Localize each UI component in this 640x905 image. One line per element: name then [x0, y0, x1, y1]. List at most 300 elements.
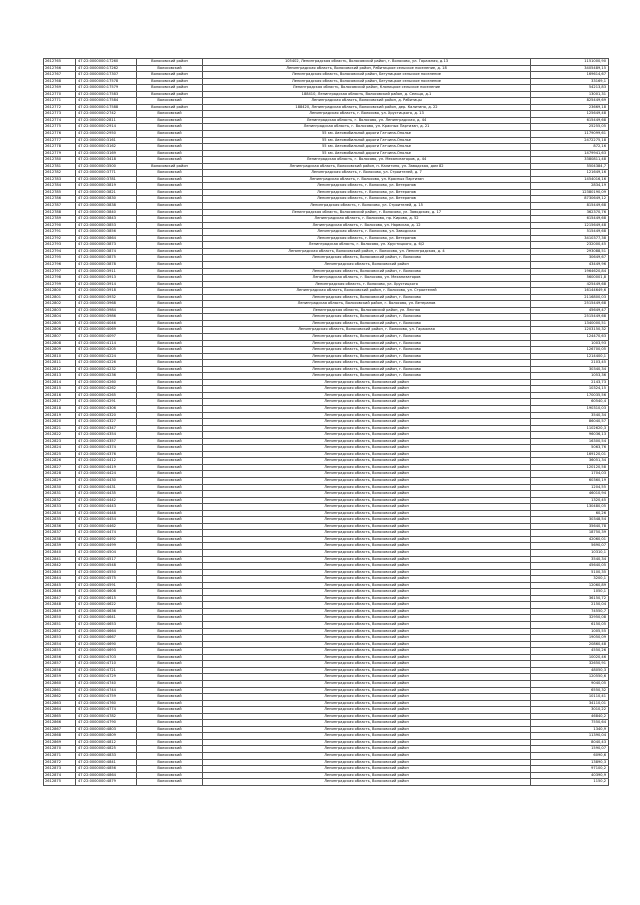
- cadastral-number-cell: 47:22:0000000:3864: [76, 235, 137, 242]
- row-id-cell: 2612818: [44, 405, 76, 412]
- cadastral-number-cell: 47:22:0000000:4357: [76, 438, 137, 445]
- district-cell: Волосовский: [137, 432, 203, 439]
- district-cell: Волосовский: [137, 412, 203, 419]
- address-cell: Ленинградская область, Волосовский район: [203, 419, 531, 426]
- area-cell: 3380811,48: [531, 157, 609, 164]
- address-cell: 188420, Ленинградская область, Волосовский район, дер. Калитино, д. 22: [203, 104, 531, 111]
- cadastral-number-cell: 47:22:0000000:4729: [76, 674, 137, 681]
- row-id-cell: 2612869: [44, 739, 76, 746]
- district-cell: Волосовский: [137, 124, 203, 131]
- row-id-cell: 2612836: [44, 523, 76, 530]
- address-cell: Ленинградская область, г. Волосово, ул. Механизаторов, д. 44: [203, 157, 531, 164]
- row-id-cell: 2612774: [44, 117, 76, 124]
- row-id-cell: 2612808: [44, 340, 76, 347]
- area-cell: 60360,19: [531, 478, 609, 485]
- district-cell: Волосовский: [137, 366, 203, 373]
- area-cell: 30649,67: [531, 255, 609, 262]
- area-cell: 5690,07: [531, 543, 609, 550]
- address-cell: 55 км. Автомобильной дороги Гатчина-Ополье: [203, 137, 531, 144]
- area-cell: 10324,15: [531, 386, 609, 393]
- address-cell: Ленинградская область, Волосовский район: [203, 425, 531, 432]
- address-cell: Ленинградская область, Волосовский район, г. Волосово: [203, 353, 531, 360]
- address-cell: Ленинградская область, Волосовский район: [203, 700, 531, 707]
- address-cell: Ленинградская область, Волосовский район: [203, 543, 531, 550]
- land-plot-register-table: [43, 58, 609, 786]
- address-cell: Ленинградская область, Волосовский район: [203, 772, 531, 779]
- row-id-cell: 2612874: [44, 772, 76, 779]
- address-cell: Ленинградская область, г. Волосово, ул. Ветеранов: [203, 235, 531, 242]
- address-cell: Ленинградская область, Волосовский район: [203, 713, 531, 720]
- area-cell: 2150,04: [531, 602, 609, 609]
- cadastral-number-cell: 47:22:0000000:4636: [76, 608, 137, 615]
- row-id-cell: 2612841: [44, 556, 76, 563]
- address-cell: 105402, Ленинградская область, Волосовский район, г. Волосово, ул. Гаражная, д.13: [203, 59, 531, 66]
- area-cell: 1150,2: [531, 779, 609, 786]
- cadastral-number-cell: 47:22:0000000:4710: [76, 661, 137, 668]
- district-cell: Волосовский: [137, 497, 203, 504]
- district-cell: Волосовский: [137, 759, 203, 766]
- cadastral-number-cell: 47:22:0000000:4454: [76, 517, 137, 524]
- area-cell: 34110,01: [531, 700, 609, 707]
- row-id-cell: 2612858: [44, 667, 76, 674]
- area-cell: 1964620,84: [531, 268, 609, 275]
- area-cell: 10020,46: [531, 654, 609, 661]
- row-id-cell: 2612830: [44, 484, 76, 491]
- address-cell: Ленинградская область, Волосовский район: [203, 582, 531, 589]
- address-cell: Ленинградская область, Волосовский район: [203, 510, 531, 517]
- address-cell: Ленинградская область, Волосовский район, Бегуницкое сельское поселение: [203, 78, 531, 85]
- area-cell: 74550,7: [531, 608, 609, 615]
- cadastral-number-cell: 47:22:0000000:4419: [76, 464, 137, 471]
- cadastral-number-cell: 47:22:0000000:17588: [76, 104, 137, 111]
- district-cell: Волосовский: [137, 615, 203, 622]
- area-cell: 2515449,68: [531, 314, 609, 321]
- cadastral-number-cell: 47:22:0000000:4376: [76, 451, 137, 458]
- cadastral-number-cell: 47:22:0000000:3918: [76, 288, 137, 295]
- row-id-cell: 2612872: [44, 759, 76, 766]
- district-cell: Волосовский: [137, 216, 203, 223]
- row-id-cell: 2612859: [44, 674, 76, 681]
- address-cell: Ленинградская область, Волосовский район: [203, 746, 531, 753]
- address-cell: Ленинградская область, г. Волосово, ул. Ветеранов: [203, 196, 531, 203]
- address-cell: Ленинградская область, Волосовский район: [203, 550, 531, 557]
- cadastral-number-cell: 47:22:0000000:4260: [76, 379, 137, 386]
- row-id-cell: 2612820: [44, 419, 76, 426]
- row-id-cell: 2612871: [44, 752, 76, 759]
- district-cell: Волосовский: [137, 569, 203, 576]
- area-cell: 1151000,90: [531, 59, 609, 66]
- row-id-cell: 2612775: [44, 124, 76, 131]
- row-id-cell: 2612788: [44, 209, 76, 216]
- cadastral-number-cell: 47:22:0000000:4825: [76, 746, 137, 753]
- cadastral-number-cell: 47:22:0000000:4740: [76, 680, 137, 687]
- area-cell: 1050,1: [531, 589, 609, 596]
- row-id-cell: 2612831: [44, 491, 76, 498]
- cadastral-number-cell: 47:22:0000000:4575: [76, 576, 137, 583]
- district-cell: Волосовский: [137, 550, 203, 557]
- area-cell: 515449,68: [531, 229, 609, 236]
- row-id-cell: 2612840: [44, 550, 76, 557]
- area-cell: 8730649,12: [531, 196, 609, 203]
- address-cell: Ленинградская область, Волосовский район: [203, 484, 531, 491]
- cadastral-number-cell: 47:22:0000000:4226: [76, 360, 137, 367]
- district-cell: Волосовский: [137, 131, 203, 138]
- address-cell: Ленинградская область, Волосовский район: [203, 615, 531, 622]
- area-cell: 2143,73: [531, 379, 609, 386]
- area-cell: 170035,56: [531, 392, 609, 399]
- district-cell: Волосовский район: [137, 78, 203, 85]
- row-id-cell: 2612848: [44, 602, 76, 609]
- area-cell: 1102620,3: [531, 425, 609, 432]
- district-cell: Волосовский: [137, 517, 203, 524]
- row-id-cell: 2612827: [44, 464, 76, 471]
- area-cell: 36150,72: [531, 595, 609, 602]
- cadastral-number-cell: 47:22:0000000:4306: [76, 405, 137, 412]
- row-id-cell: 2612789: [44, 216, 76, 223]
- district-cell: Волосовский: [137, 648, 203, 655]
- cadastral-number-cell: 47:22:0000000:4069: [76, 327, 137, 334]
- address-cell: Ленинградская область, Волосовский район: [203, 680, 531, 687]
- area-cell: 1320,45: [531, 497, 609, 504]
- area-cell: 2472275,18: [531, 137, 609, 144]
- address-cell: Ленинградская область, Волосовский район: [203, 687, 531, 694]
- address-cell: Ленинградская область, г. Волосово, ул. Механизаторов: [203, 275, 531, 282]
- cadastral-number-cell: 47:22:0000000:3838: [76, 203, 137, 210]
- area-cell: 60,26: [531, 510, 609, 517]
- cadastral-number-cell: 47:22:0000000:4435: [76, 491, 137, 498]
- cadastral-number-cell: 47:22:0000000:4664: [76, 628, 137, 635]
- area-cell: 3540,34: [531, 556, 609, 563]
- district-cell: Волосовский: [137, 667, 203, 674]
- district-cell: Волосовский: [137, 294, 203, 301]
- area-cell: 46840,2: [531, 713, 609, 720]
- address-cell: Ленинградская область, г. Волосово, ул. Нарвская, д. 12: [203, 222, 531, 229]
- district-cell: Волосовский район: [137, 59, 203, 66]
- area-cell: 33169,1: [531, 78, 609, 85]
- row-id-cell: 2612772: [44, 104, 76, 111]
- cadastral-number-cell: 47:22:0000000:3500: [76, 163, 137, 170]
- address-cell: Ленинградская область, Волосовский район: [203, 536, 531, 543]
- address-cell: Ленинградская область, Волосовский район: [203, 648, 531, 655]
- district-cell: Волосовский: [137, 65, 203, 72]
- area-cell: 1454016,16: [531, 176, 609, 183]
- cadastral-number-cell: 47:22:0000000:4641: [76, 615, 137, 622]
- row-id-cell: 2612816: [44, 392, 76, 399]
- area-cell: 6550,32: [531, 687, 609, 694]
- row-id-cell: 2612821: [44, 425, 76, 432]
- district-cell: Волосовский район: [137, 91, 203, 98]
- address-cell: Ленинградская область, Волосовский район, г. Волосово: [203, 268, 531, 275]
- row-id-cell: 2612824: [44, 445, 76, 452]
- address-cell: Ленинградская область, Волосовский район, г. Волосово: [203, 340, 531, 347]
- district-cell: Волосовский: [137, 405, 203, 412]
- cadastral-number-cell: 47:22:0000000:3840: [76, 209, 137, 216]
- cadastral-number-cell: 47:22:0000000:4721: [76, 667, 137, 674]
- row-id-cell: 2612853: [44, 635, 76, 642]
- address-cell: Ленинградская область, Волосовский район: [203, 569, 531, 576]
- row-id-cell: 2612838: [44, 536, 76, 543]
- area-cell: 12380190,09: [531, 189, 609, 196]
- cadastral-number-cell: 47:22:0000000:4462: [76, 523, 137, 530]
- district-cell: Волосовский: [137, 622, 203, 629]
- cadastral-number-cell: 47:22:0000000:4833: [76, 752, 137, 759]
- row-id-cell: 2612793: [44, 242, 76, 249]
- area-cell: 1204,55: [531, 484, 609, 491]
- row-id-cell: 2612804: [44, 314, 76, 321]
- row-id-cell: 2612875: [44, 779, 76, 786]
- cadastral-number-cell: 47:22:0000000:4354: [76, 432, 137, 439]
- district-cell: Волосовский: [137, 687, 203, 694]
- address-cell: Ленинградская область, Волосовский район: [203, 661, 531, 668]
- row-id-cell: 2612806: [44, 327, 76, 334]
- address-cell: Ленинградская область, Волосовский район: [203, 622, 531, 629]
- row-id-cell: 2612835: [44, 517, 76, 524]
- row-id-cell: 2612843: [44, 569, 76, 576]
- row-id-cell: 2612785: [44, 189, 76, 196]
- row-id-cell: 2612852: [44, 628, 76, 635]
- cadastral-number-cell: 47:22:0000000:4864: [76, 772, 137, 779]
- row-id-cell: 2612796: [44, 261, 76, 268]
- row-id-cell: 2612776: [44, 131, 76, 138]
- cadastral-number-cell: 47:22:0000000:3856: [76, 229, 137, 236]
- cadastral-number-cell: 47:22:0000000:2950: [76, 131, 137, 138]
- row-id-cell: 2612777: [44, 137, 76, 144]
- district-cell: Волосовский: [137, 451, 203, 458]
- district-cell: Волосовский: [137, 766, 203, 773]
- area-cell: 6090,6: [531, 752, 609, 759]
- area-cell: 45649,47: [531, 307, 609, 314]
- row-id-cell: 2612770: [44, 91, 76, 98]
- area-cell: 120550,6: [531, 674, 609, 681]
- district-cell: Волосовский: [137, 635, 203, 642]
- row-id-cell: 2612847: [44, 595, 76, 602]
- address-cell: Ленинградская область, Волосовский район: [203, 530, 531, 537]
- district-cell: Волосовский: [137, 117, 203, 124]
- cadastral-number-cell: 47:22:0000000:4790: [76, 720, 137, 727]
- row-id-cell: 2612791: [44, 229, 76, 236]
- area-cell: 130480,05: [531, 504, 609, 511]
- area-cell: 1340000,51: [531, 320, 609, 327]
- district-cell: Волосовский: [137, 484, 203, 491]
- address-cell: Ленинградская область, Волосовский район: [203, 392, 531, 399]
- cadastral-number-cell: 47:22:0000000:4232: [76, 366, 137, 373]
- area-cell: 45640,05: [531, 563, 609, 570]
- address-cell: Ленинградская область, Волосовский район: [203, 641, 531, 648]
- address-cell: Ленинградская область, Волосовский район: [203, 517, 531, 524]
- area-cell: 425449,68: [531, 281, 609, 288]
- address-cell: Ленинградская область, Волосовский район: [203, 766, 531, 773]
- cadastral-number-cell: 47:22:0000000:3911: [76, 268, 137, 275]
- area-cell: 1479941,63: [531, 150, 609, 157]
- area-cell: 3410377,38: [531, 235, 609, 242]
- address-cell: 188410, Ленинградская область, Волосовский район, д. Сельцо, д.1: [203, 91, 531, 98]
- area-cell: 1053,36: [531, 373, 609, 380]
- area-cell: 1005,55: [531, 628, 609, 635]
- row-id-cell: 2612792: [44, 235, 76, 242]
- cadastral-number-cell: 47:22:0000000:3932: [76, 294, 137, 301]
- row-id-cell: 2612779: [44, 150, 76, 157]
- address-cell: Ленинградская область, Волосовский район, г. Волосово: [203, 366, 531, 373]
- cadastral-number-cell: 47:22:0000000:4812: [76, 739, 137, 746]
- row-id-cell: 2612797: [44, 268, 76, 275]
- area-cell: 7550,64: [531, 720, 609, 727]
- address-cell: Ленинградская область, г. Волосово, ул. Красных Партизан: [203, 176, 531, 183]
- district-cell: Волосовский: [137, 235, 203, 242]
- address-cell: Ленинградская область, Волосовский район, г. Волосово: [203, 347, 531, 354]
- cadastral-number-cell: 47:22:0000000:17307: [76, 72, 137, 79]
- cadastral-number-cell: 47:22:0000000:4205: [76, 347, 137, 354]
- district-cell: Волосовский: [137, 98, 203, 105]
- district-cell: Волосовский: [137, 281, 203, 288]
- row-id-cell: 2612857: [44, 661, 76, 668]
- district-cell: Волосовский: [137, 360, 203, 367]
- row-id-cell: 2612863: [44, 700, 76, 707]
- address-cell: Ленинградская область, Волосовский район: [203, 491, 531, 498]
- row-id-cell: 2612822: [44, 432, 76, 439]
- area-cell: 1215649,48: [531, 222, 609, 229]
- cadastral-number-cell: 47:22:0000000:3874: [76, 248, 137, 255]
- address-cell: Ленинградская область, Волосовский район: [203, 556, 531, 563]
- cadastral-number-cell: 47:22:0000000:4760: [76, 700, 137, 707]
- cadastral-number-cell: 47:22:0000000:4448: [76, 510, 137, 517]
- row-id-cell: 2612864: [44, 707, 76, 714]
- district-cell: Волосовский район: [137, 72, 203, 79]
- cadastral-number-cell: 47:22:0000000:3821: [76, 189, 137, 196]
- cadastral-number-cell: 47:22:0000000:4291: [76, 399, 137, 406]
- district-cell: Волосовский: [137, 641, 203, 648]
- address-cell: Ленинградская область, Волосовский район: [203, 667, 531, 674]
- address-cell: Ленинградская область, Волосовский район, г. Волосово, ул. Заводская, д. 17: [203, 209, 531, 216]
- row-id-cell: 2612773: [44, 111, 76, 118]
- cadastral-number-cell: 47:22:0000000:17578: [76, 78, 137, 85]
- district-cell: Волосовский: [137, 694, 203, 701]
- area-cell: 97100,2: [531, 766, 609, 773]
- area-cell: 125649,48: [531, 111, 609, 118]
- address-cell: Ленинградская область, Волосовский район, г. Волосово: [203, 320, 531, 327]
- address-cell: Ленинградская область, Волосовский район: [203, 438, 531, 445]
- row-id-cell: 2612867: [44, 726, 76, 733]
- area-cell: 18750,39: [531, 530, 609, 537]
- address-cell: Ленинградская область, Волосовский район, г. Волосово: [203, 314, 531, 321]
- cadastral-number-cell: 47:22:0000000:4548: [76, 563, 137, 570]
- address-cell: Ленинградская область, Волосовский район: [203, 733, 531, 740]
- cadastral-number-cell: 47:22:0000000:4703: [76, 654, 137, 661]
- area-cell: 2515449,68: [531, 301, 609, 308]
- cadastral-number-cell: 47:22:0000000:4504: [76, 550, 137, 557]
- district-cell: Волосовский: [137, 229, 203, 236]
- cadastral-number-cell: 47:22:0000000:4879: [76, 779, 137, 786]
- district-cell: Волосовский: [137, 170, 203, 177]
- area-cell: 25255,05: [531, 124, 609, 131]
- table-body: [44, 59, 609, 786]
- address-cell: Ленинградская область, г. Волосово, ул. Хрустицкого, д. 6/2: [203, 242, 531, 249]
- district-cell: Волосовский: [137, 523, 203, 530]
- area-cell: 36051,34: [531, 458, 609, 465]
- area-cell: 32950,08: [531, 615, 609, 622]
- area-cell: 40390,9: [531, 772, 609, 779]
- district-cell: Волосовский: [137, 353, 203, 360]
- address-cell: Ленинградская область, Волосовский район: [203, 752, 531, 759]
- row-id-cell: 2612811: [44, 360, 76, 367]
- district-cell: Волосовский: [137, 478, 203, 485]
- district-cell: Волосовский: [137, 772, 203, 779]
- address-cell: Ленинградская область, Волосовский район, г. Волосово, ул. Гаражная: [203, 327, 531, 334]
- cadastral-number-cell: 47:22:0000000:3913: [76, 275, 137, 282]
- cadastral-number-cell: 47:22:0000000:4412: [76, 458, 137, 465]
- area-cell: 1203150,32: [531, 327, 609, 334]
- row-id-cell: 2612781: [44, 163, 76, 170]
- address-cell: Ленинградская область, Волосовский район, г. Волосово: [203, 373, 531, 380]
- district-cell: Волосовский: [137, 471, 203, 478]
- district-cell: Волосовский район: [137, 104, 203, 111]
- cadastral-number-cell: 47:22:0000000:3986: [76, 314, 137, 321]
- cadastral-number-cell: 47:22:0000000:17262: [76, 65, 137, 72]
- area-cell: 190310,03: [531, 405, 609, 412]
- cadastral-number-cell: 47:22:0000000:4744: [76, 687, 137, 694]
- row-id-cell: 2612783: [44, 176, 76, 183]
- row-id-cell: 2612769: [44, 85, 76, 92]
- cadastral-number-cell: 47:22:0000000:17260: [76, 59, 137, 66]
- district-cell: Волосовский: [137, 556, 203, 563]
- district-cell: Волосовский: [137, 320, 203, 327]
- address-cell: Ленинградская область, Волосовский район: [203, 504, 531, 511]
- cadastral-number-cell: 47:22:0000000:4097: [76, 333, 137, 340]
- address-cell: Ленинградская область, г. Волосово, ул. Красных Партизан, д. 21: [203, 124, 531, 131]
- address-cell: Ленинградская область, Волосовский район: [203, 399, 531, 406]
- address-cell: Ленинградская область, Волосовский район: [203, 576, 531, 583]
- row-id-cell: 2612803: [44, 307, 76, 314]
- row-id-cell: 2612812: [44, 366, 76, 373]
- row-id-cell: 2612849: [44, 608, 76, 615]
- cadastral-number-cell: 47:22:0000000:3169: [76, 150, 137, 157]
- row-id-cell: 2612873: [44, 766, 76, 773]
- address-cell: Ленинградская область, Волосовский район: [203, 471, 531, 478]
- register-table-sheet: [43, 58, 606, 786]
- area-cell: 9040,05: [531, 680, 609, 687]
- area-cell: 293088,51: [531, 248, 609, 255]
- district-cell: Волосовский: [137, 333, 203, 340]
- row-id-cell: 2612832: [44, 497, 76, 504]
- address-cell: Ленинградская область, г. Волосово, ул. Хрустицкого, д. 13: [203, 111, 531, 118]
- row-id-cell: 2612798: [44, 275, 76, 282]
- address-cell: Ленинградская область, Волосовский район: [203, 628, 531, 635]
- row-id-cell: 2612834: [44, 510, 76, 517]
- address-cell: Ленинградская область, Волосовский район, г. Волосово, ул. Ленинградская, д. 4: [203, 248, 531, 255]
- address-cell: Ленинградская область, Волосовский район, г. Волосово, ул. Ветеранов: [203, 301, 531, 308]
- district-cell: Волосовский: [137, 602, 203, 609]
- cadastral-number-cell: 47:22:0000000:3875: [76, 255, 137, 262]
- address-cell: Ленинградская область, Волосовский район: [203, 779, 531, 786]
- district-cell: Волосовский: [137, 536, 203, 543]
- cadastral-number-cell: 47:22:0000000:4809: [76, 733, 137, 740]
- area-cell: 1590,07: [531, 746, 609, 753]
- address-cell: Ленинградская область, Волосовский район: [203, 563, 531, 570]
- district-cell: Волосовский: [137, 464, 203, 471]
- area-cell: 43449,96: [531, 261, 609, 268]
- district-cell: Волосовский: [137, 510, 203, 517]
- district-cell: Волосовский: [137, 720, 203, 727]
- address-cell: Ленинградская область, Волосовский район: [203, 458, 531, 465]
- area-cell: 13001,31: [531, 91, 609, 98]
- cadastral-number-cell: 47:22:0000000:4517: [76, 556, 137, 563]
- cadastral-number-cell: 47:22:0000000:4430: [76, 478, 137, 485]
- area-cell: 815449,68: [531, 203, 609, 210]
- area-cell: 16300,54: [531, 438, 609, 445]
- district-cell: Волосовский: [137, 340, 203, 347]
- district-cell: Волосовский: [137, 392, 203, 399]
- row-id-cell: 2612846: [44, 589, 76, 596]
- row-id-cell: 2612860: [44, 680, 76, 687]
